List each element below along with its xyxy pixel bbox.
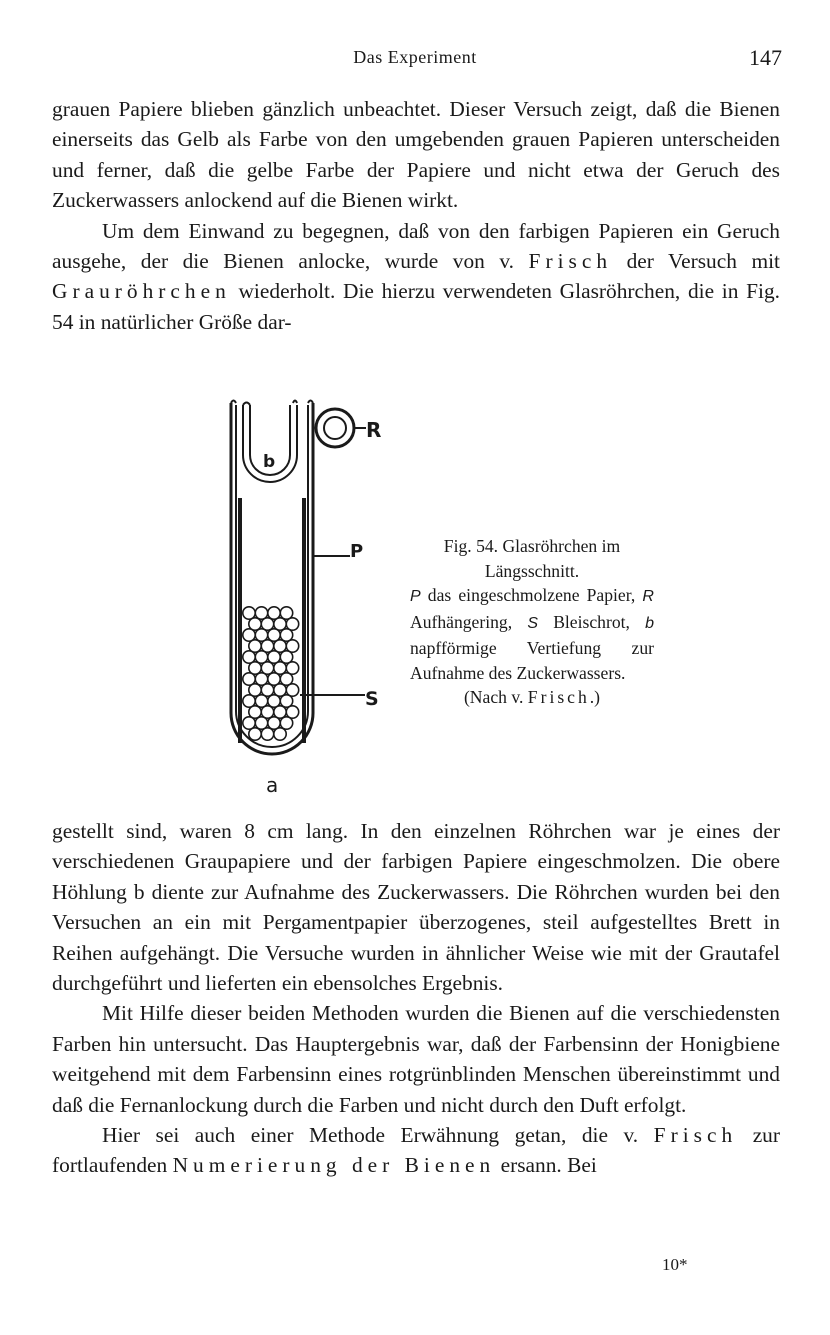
text-run: der Versuch mit [626,249,780,274]
running-title: Das Experiment [353,47,477,67]
caption-source-end: .) [589,687,601,707]
figure-glass-tube [200,393,410,803]
caption-source-text: (Nach v. [463,687,524,707]
label-P: P [350,541,364,562]
caption-source-author: Frisch [527,687,590,707]
caption-text: Aufhängering, [410,611,513,632]
paragraph: gestellt sind, waren 8 cm lang. In den einzelnen Röhrchen war je eines der verschiedenen Graupapiere und der farbigen Papiere eingeschmolzen. Die obere Höhlung b diente zur Aufnahme des Zuckerwassers. Die Röhrchen wurden bei den Versuchen an ein mit Pergamentpapier überzogenes, steil aufgestelltes Brett in Reihen aufgehängt. Die Versuche wurden in ähnlicher Weise wie mit der Grautafel durchgeführt und lieferten ein ebensolches Ergebnis. [52,819,780,996]
lead-shot-pellet [274,728,286,740]
figure-caption [410,534,654,710]
caption-key-b: b [645,614,655,632]
lead-shot-pellets [243,607,299,740]
paragraph [52,1120,780,1181]
caption-key-P: P [410,588,421,605]
lead-shot-pellet [249,728,261,740]
caption-text: Bleischrot, [553,611,630,632]
signature-mark: 10* [662,1255,688,1274]
caption-key-S: S [527,614,538,632]
label-b: b [263,452,276,472]
term-spaced: Grauröhrchen [52,279,231,304]
lead-shot-pellet [280,717,292,729]
lead-shot-pellet [261,728,273,740]
text-block-bottom [52,816,780,1181]
text-run: Hier sei auch einer Methode Erwähnung getan, die v. [102,1123,639,1148]
text-run: zur fortlaufenden [52,1123,781,1178]
caption-subtitle: Längsschnitt. [484,560,580,581]
caption-text: napfförmige Vertiefung zur Aufnahme des Zuckerwassers. [410,638,654,683]
caption-key-R: R [642,588,654,605]
caption-source [410,685,654,710]
caption-text: das eingeschmolzene Papier, [427,585,636,605]
label-S: S [365,688,379,710]
page-number: 147 [749,45,782,70]
text-block-top [52,94,780,337]
term-spaced: Numerierung der Bienen [172,1153,496,1178]
author-name-spaced: Frisch [653,1123,738,1148]
paragraph: Mit Hilfe dieser beiden Methoden wurden die Bienen auf die verschiedensten Farben hin untersucht. Das Hauptergebnis war, daß der Farbensinn der Honigbiene weitgehend mit dem Farbensinn eines rotgrünblinden Menschen übereinstimmt und daß die Fernanlockung durch die Farben und nicht durch den Duft erfolgt. [52,1001,780,1117]
caption-title: Fig. 54. Glasröhrchen im [443,536,621,556]
paragraph [52,216,780,338]
glass-tube-drawing [200,393,410,803]
label-a: a [266,773,279,797]
author-name-spaced: Frisch [528,249,613,274]
text-run: wiederholt. Die hierzu verwendeten Glasröhrchen, die in Fig. 54 in natürlicher Größe dar- [52,279,780,334]
text-run: Um dem Einwand zu begegnen, daß von den farbigen Papieren ein Geruch ausgehe, der die Bienen anlocke, wurde von v. [52,218,780,274]
text-run: ersann. Bei [500,1153,597,1178]
label-R: R [366,418,382,442]
paragraph: grauen Papiere blieben gänzlich unbeachtet. Dieser Versuch zeigt, daß die Bienen einerseits das Gelb als Farbe von den umgebenden grauen Papieren unterscheiden und ferner, daß die gelbe Farbe der Papiere und nicht etwa der Geruch des Zuckerwassers anlockend auf die Bienen wirkt. [52,97,780,213]
